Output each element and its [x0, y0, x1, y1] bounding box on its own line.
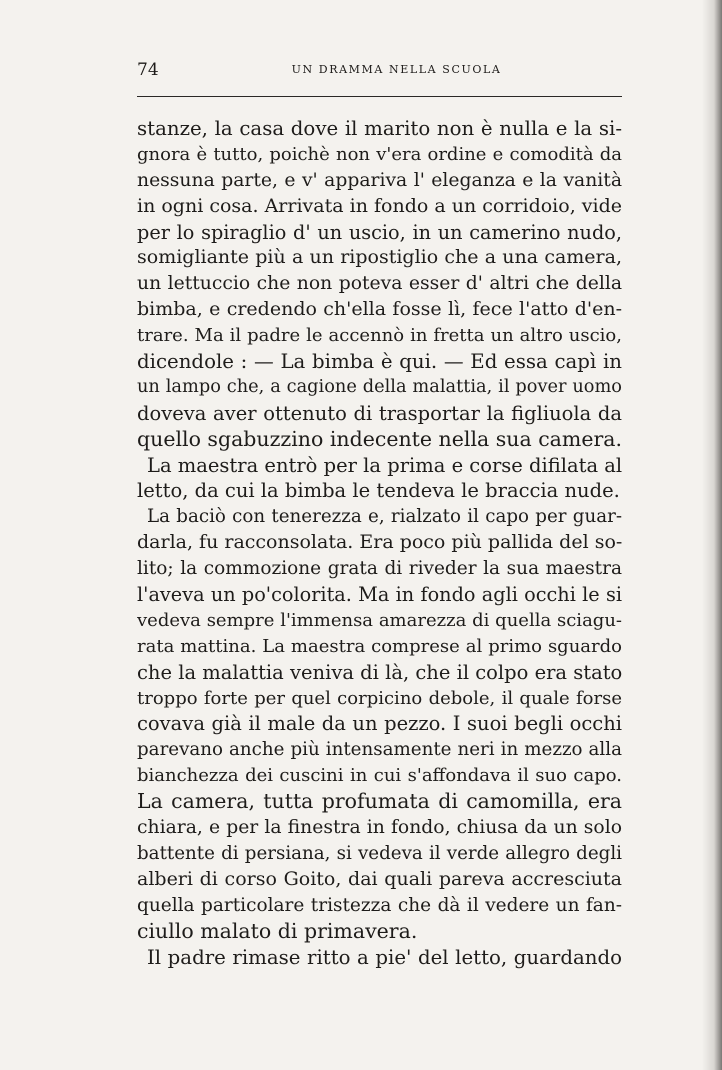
text-line: in ogni cosa. Arrivata in fondo a un corridoio, vide: [137, 194, 622, 217]
text-line: parevano anche più intensamente neri in mezzo alla: [137, 739, 622, 761]
page-header: [137, 60, 622, 84]
text-line: La maestra entrò per la prima e corse difilata al: [147, 453, 622, 477]
text-line: per lo spiraglio d' un uscio, in un camerino nudo,: [137, 220, 622, 244]
text-line: quello sgabuzzino indecente nella sua camera.: [137, 426, 622, 451]
text-line: Il padre rimase ritto a pie' del letto, guardando: [147, 945, 622, 969]
text-line: chiara, e per la finestra in fondo, chiusa da un solo: [137, 817, 622, 839]
text-line: quella particolare tristezza che dà il vedere un fan-: [137, 894, 622, 916]
text-line: letto, da cui la bimba le tendeva le braccia nude.: [137, 479, 620, 503]
page-edge-shadow: [702, 0, 722, 1070]
text-line: La baciò con tenerezza e, rialzato il capo per guar-: [147, 506, 622, 528]
text-line: bianchezza dei cuscini in cui s'affondava il suo capo.: [137, 765, 622, 787]
text-line: alberi di corso Goito, dai quali pareva accresciuta: [137, 867, 622, 890]
text-line: covava già il male da un pezzo. I suoi begli occhi: [137, 712, 622, 736]
text-line: l'aveva un po'colorita. Ma in fondo agli occhi le si: [137, 583, 622, 607]
page-number: 74: [137, 60, 159, 80]
text-line: troppo forte per quel corpicino debole, il quale forse: [137, 687, 622, 709]
text-line: La camera, tutta profumata di camomilla, era: [137, 789, 622, 814]
text-line: battente di persiana, si vedeva il verde allegro degli: [137, 842, 622, 864]
text-line: che la malattia veniva di là, che il colpo era stato: [137, 660, 622, 684]
text-line: lito; la commozione grata di riveder la sua maestra: [137, 558, 622, 580]
text-line: somigliante più a un ripostiglio che a una camera,: [137, 246, 622, 269]
text-line: gnora è tutto, poichè non v'era ordine e comodità da: [137, 143, 622, 165]
text-line: bimba, e credendo ch'ella fosse lì, fece l'atto d'en-: [137, 298, 622, 321]
text-line: un lampo che, a cagione della malattia, il pover uomo: [137, 376, 622, 397]
text-line: vedeva sempre l'immensa amarezza di quella sciagu-: [137, 609, 622, 631]
text-line: darla, fu racconsolata. Era poco più pallida del so-: [137, 531, 622, 554]
text-line: rata mattina. La maestra comprese al primo sguardo: [137, 635, 622, 657]
text-line: un lettuccio che non poteva esser d' altri che della: [137, 273, 622, 295]
body-text: [137, 116, 622, 970]
text-line: dicendole : — La bimba è qui. — Ed essa capì in: [137, 350, 622, 374]
text-line: ciullo malato di primavera.: [137, 918, 418, 943]
header-rule: [137, 96, 622, 97]
text-line: stanze, la casa dove il marito non è nulla e la si-: [137, 117, 622, 140]
text-line: trare. Ma il padre le accennò in fretta un altro uscio,: [137, 325, 622, 347]
text-line: nessuna parte, e v' appariva l' eleganza e la vanità: [137, 169, 622, 191]
text-line: doveva aver ottenuto di trasportar la figliuola da: [137, 401, 622, 425]
running-title: UN DRAMMA NELLA SCUOLA: [291, 63, 502, 76]
